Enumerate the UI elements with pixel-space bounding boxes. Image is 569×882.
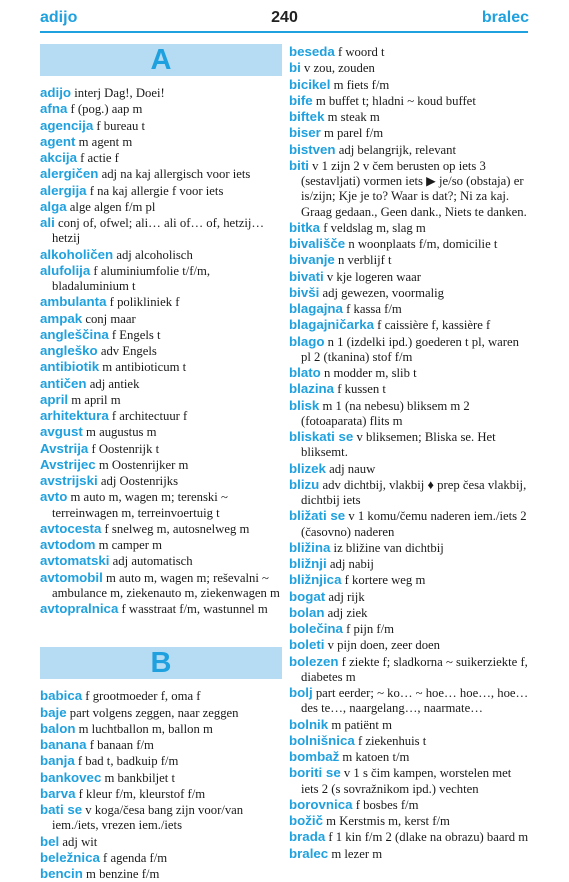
headword: adijo (40, 85, 72, 100)
dictionary-entry (40, 834, 282, 850)
headword: biti (289, 157, 309, 173)
headword: barva (40, 785, 76, 801)
definition: f kortere weg m (341, 573, 426, 588)
dictionary-entry (40, 737, 282, 753)
headword: bati se (40, 802, 83, 817)
header-first-entry: adijo (40, 9, 78, 26)
dictionary-entry (289, 589, 531, 605)
dictionary-entry (289, 477, 531, 509)
headword: blizek (289, 460, 326, 476)
definition: n verblijf t (334, 253, 392, 268)
definition: v 1 zijn 2 v čem berusten op iets 3 (sestavljati) vormen iets ▶ je/so (obstaja) er is/zijn; Kje je to? Waar is dat?; Ni za kaj. Graag gedaan., Geen dank., Niets te danken. (301, 158, 527, 219)
headword: biser (289, 125, 321, 141)
dictionary-entry (40, 215, 282, 247)
headword: arhitektura (40, 408, 109, 423)
headword: boriti se (289, 765, 341, 781)
dictionary-entry (289, 717, 531, 733)
definition: adj nauw (325, 461, 376, 476)
headword: avtomatski (40, 553, 110, 569)
page-header (0, 9, 569, 31)
definition: v kje logeren waar (323, 269, 421, 284)
dictionary-entry (289, 365, 531, 381)
definition: adj ziek (324, 605, 368, 620)
headword: blizu (289, 476, 320, 492)
dictionary-entry (289, 142, 531, 158)
dictionary-entry (289, 685, 531, 717)
dictionary-entry (40, 85, 282, 101)
dictionary-entry (289, 654, 531, 686)
dictionary-entry (289, 765, 531, 797)
dictionary-entry (40, 721, 282, 737)
definition: m fiets f/m (330, 77, 390, 92)
headword: bolezen (289, 653, 339, 669)
definition: adj rijk (325, 589, 365, 604)
dictionary-entry (289, 461, 531, 477)
headword: april (40, 391, 69, 407)
headword: bi (289, 60, 301, 76)
definition: n modder m, slib t (320, 366, 417, 380)
definition: m auto m, wagen m; reševalni ~ ambulance m, ziekenauto m, ziekenwagen m (52, 570, 280, 600)
definition: f kassa f/m (342, 302, 402, 316)
headword: avtopralnica (40, 601, 119, 616)
headword: avstrijski (40, 473, 98, 488)
page-number: 240 (271, 9, 298, 26)
dictionary-entry (289, 797, 531, 813)
dictionary-entry (40, 392, 282, 408)
headword: akcija (40, 150, 77, 165)
dictionary-entry (289, 236, 531, 252)
dictionary-entry (289, 301, 531, 317)
headword: avtodom (40, 537, 96, 552)
dictionary-entry (289, 109, 531, 125)
definition: interj Dag!, Doei! (71, 86, 165, 100)
headword: borovnica (289, 796, 353, 812)
headword: bolj (289, 685, 313, 700)
dictionary-entry (40, 424, 282, 440)
dictionary-entry (289, 317, 531, 333)
headword: alufolija (40, 262, 91, 278)
headword: antibiotik (40, 359, 100, 375)
definition: f bureau t (93, 118, 146, 133)
headword: alergičen (40, 166, 99, 182)
definition: f ziekte f; sladkorna ~ suikerziekte f, diabetes m (301, 654, 528, 684)
definition: n woonplaats f/m, domicilie t (345, 237, 498, 251)
headword: bivanje (289, 252, 335, 268)
headword: bližnji (289, 556, 327, 571)
dictionary-entry (40, 866, 282, 882)
dictionary-entry (40, 199, 282, 215)
dictionary-entry (289, 77, 531, 93)
definition: f polikliniek f (106, 295, 180, 310)
definition: f bosbes f/m (352, 797, 419, 812)
definition: f bad t, badkuip f/m (74, 754, 179, 769)
definition: m katoen t/m (339, 750, 410, 764)
definition: conj maar (82, 311, 136, 326)
dictionary-entry (40, 294, 282, 310)
dictionary-entry (40, 521, 282, 537)
headword: blato (289, 365, 321, 380)
definition: f Engels t (108, 327, 161, 342)
headword: Avstrijec (40, 456, 96, 472)
headword: bitka (289, 219, 321, 235)
headword: angleščina (40, 326, 109, 342)
definition: adj wit (59, 834, 98, 849)
headword: bencin (40, 866, 83, 881)
dictionary-entry (40, 457, 282, 473)
dictionary-entry (40, 166, 282, 182)
headword: biftek (289, 109, 325, 124)
definition: m Oostenrijker m (95, 457, 189, 472)
dictionary-entry (40, 408, 282, 424)
headword: bivši (289, 284, 320, 300)
dictionary-entry (40, 150, 282, 166)
dictionary-entry (40, 802, 282, 834)
headword: alga (40, 198, 67, 214)
definition: m augustus m (82, 425, 157, 440)
headword: baje (40, 704, 67, 720)
definition: m steak m (324, 110, 380, 124)
headword: bolnik (289, 716, 329, 732)
definition: part volgens zeggen, naar zeggen (66, 705, 239, 720)
headword: ali (40, 215, 55, 230)
headword: blagajna (289, 301, 343, 316)
definition: f agenda f/m (99, 850, 168, 865)
headword: bližnjica (289, 572, 342, 588)
dictionary-entry (40, 118, 282, 134)
dictionary-entry (40, 134, 282, 150)
dictionary-entry (289, 605, 531, 621)
headword: antičen (40, 375, 87, 391)
dictionary-entry (40, 537, 282, 553)
dictionary-entry (289, 285, 531, 301)
left-column (40, 44, 282, 882)
dictionary-entry (40, 473, 282, 489)
definition: part eerder; ~ ko… ~ hoe… hoe…, hoe… des te…, naargelang…, naarmate… (301, 686, 529, 716)
dictionary-entry (289, 749, 531, 765)
definition: f banaan f/m (86, 738, 154, 752)
headword: blagajničarka (289, 317, 374, 333)
dictionary-entry (40, 553, 282, 569)
definition: m luchtballon m, ballon m (75, 721, 213, 736)
definition: m bankbiljet t (101, 770, 175, 785)
definition: m parel f/m (320, 126, 384, 141)
definition: m Kerstmis m, kerst f/m (322, 814, 450, 828)
definition: f snelweg m, autosnelweg m (101, 521, 250, 536)
dictionary-entry (289, 540, 531, 556)
definition: f actie f (76, 151, 119, 165)
definition: v bliksemen; Bliska se. Het bliksemt. (301, 430, 496, 460)
definition: adv dichtbij, vlakbij ♦ prep česa vlakbij, dichtbij iets (301, 477, 527, 507)
definition: adj Oostenrijks (97, 474, 179, 488)
definition: f kussen t (334, 382, 386, 397)
headword: bankovec (40, 769, 102, 785)
dictionary-entry (40, 376, 282, 392)
dictionary-entry (289, 220, 531, 236)
headword: babica (40, 688, 83, 704)
definition: adj alcoholisch (113, 247, 193, 262)
dictionary-entry (289, 269, 531, 285)
dictionary-entry (289, 252, 531, 268)
definition: f wasstraat f/m, wastunnel m (118, 602, 268, 616)
section-gap (40, 617, 282, 647)
dictionary-entry (40, 770, 282, 786)
definition: f Oostenrijk t (88, 441, 160, 456)
dictionary-entry (289, 60, 531, 76)
header-rule (40, 31, 528, 33)
definition: v 1 komu/čemu naderen iem./iets 2 (časovno) naderen (301, 509, 527, 539)
headword: ambulanta (40, 294, 107, 310)
header-last-entry: bralec (481, 9, 529, 26)
headword: bombaž (289, 749, 340, 764)
dictionary-entry (289, 813, 531, 829)
dictionary-entry (289, 398, 531, 430)
definition: adj na kaj allergisch voor iets (98, 167, 251, 182)
headword: bližina (289, 539, 331, 555)
definition: v zou, zouden (300, 61, 375, 76)
definition: m buffet t; hladni ~ koud buffet (312, 93, 476, 108)
dictionary-entry (289, 429, 531, 461)
dictionary-entry (289, 93, 531, 109)
dictionary-entry (289, 733, 531, 749)
definition: m agent m (75, 134, 133, 149)
definition: f kleur f/m, kleurstof f/m (75, 786, 206, 801)
headword: boleti (289, 637, 325, 653)
headword: bližati se (289, 508, 346, 524)
dictionary-entry (289, 829, 531, 845)
definition: adj belangrijk, relevant (335, 142, 457, 157)
definition: adj nabij (326, 557, 374, 571)
headword: beseda (289, 44, 335, 59)
dictionary-entry (40, 101, 282, 117)
headword: bralec (289, 845, 329, 861)
definition: m benzine f/m (82, 867, 160, 881)
dictionary-entry (289, 556, 531, 572)
definition: m auto m, wagen m; terenski ~ terreinwagen m, terreinvoertuig t (52, 490, 228, 520)
headword: avtomobil (40, 569, 103, 585)
dictionary-entry (40, 688, 282, 704)
dictionary-entry (40, 489, 282, 521)
headword: bivati (289, 268, 324, 284)
dictionary-entry (289, 158, 531, 220)
definition: f (pog.) aap m (67, 102, 143, 117)
headword: bivališče (289, 236, 346, 251)
definition: alge algen f/m pl (66, 199, 156, 214)
definition: iz bližine van dichtbij (330, 540, 444, 555)
headword: agencija (40, 117, 94, 133)
definition: f aluminiumfolie t/f/m, bladaluminium t (52, 263, 211, 293)
headword: bliskati se (289, 429, 354, 444)
headword: agent (40, 133, 76, 149)
right-column (289, 44, 531, 862)
headword: blisk (289, 397, 320, 413)
definition: v koga/česa bang zijn voor/van iem./iets, vrezen iem./iets (52, 803, 244, 833)
definition: m antibioticum t (99, 360, 187, 375)
dictionary-entry (289, 846, 531, 862)
dictionary-entry (289, 508, 531, 540)
dictionary-entry (40, 705, 282, 721)
definition: f architectuur f (108, 409, 188, 423)
definition: f na kaj allergie f voor iets (86, 183, 224, 198)
headword: bolan (289, 604, 325, 620)
definition: v 1 s čim kampen, worstelen met iets 2 (s sovražnikom ipd.) vechten (301, 766, 512, 796)
headword: bistven (289, 141, 336, 157)
headword: avto (40, 489, 68, 505)
dictionary-entry (40, 311, 282, 327)
definition: m 1 (na nebesu) bliksem m 2 (fotoaparata) flits m (301, 398, 470, 428)
headword: Avstrija (40, 440, 89, 456)
definition: m camper m (95, 538, 163, 552)
dictionary-entry (40, 263, 282, 295)
definition: f caissière f, kassière f (374, 318, 491, 333)
definition: f grootmoeder f, oma f (82, 689, 201, 704)
headword: bel (40, 833, 60, 849)
definition: m april m (68, 392, 121, 407)
dictionary-entry (40, 327, 282, 343)
dictionary-entry (40, 343, 282, 359)
definition: adj gewezen, voormalig (319, 285, 445, 300)
headword: balon (40, 720, 76, 736)
headword: bicikel (289, 76, 331, 92)
headword: alkoholičen (40, 246, 114, 262)
dictionary-entry (289, 44, 531, 60)
headword: blago (289, 333, 325, 349)
dictionary-entry (40, 570, 282, 602)
headword: avgust (40, 424, 83, 440)
headword: bolnišnica (289, 732, 355, 748)
definition: conj of, ofwel; ali… ali of… of, hetzij… hetzij (52, 216, 265, 246)
headword: banana (40, 737, 87, 752)
dictionary-entry (289, 334, 531, 366)
dictionary-entry (40, 786, 282, 802)
definition: m lezer m (328, 846, 383, 861)
headword: božič (289, 813, 323, 828)
definition: f 1 kin f/m 2 (dlake na obrazu) baard m (325, 830, 529, 845)
dictionary-entry (40, 183, 282, 199)
headword: banja (40, 753, 75, 769)
definition: m patiënt m (328, 717, 392, 732)
definition: adj antiek (86, 376, 140, 391)
dictionary-entry (289, 381, 531, 397)
headword: alergija (40, 182, 87, 198)
definition: f ziekenhuis t (354, 733, 427, 748)
headword: brada (289, 829, 326, 845)
dictionary-entry (289, 637, 531, 653)
headword: bogat (289, 588, 326, 604)
definition: adj automatisch (109, 554, 193, 569)
headword: bife (289, 92, 313, 108)
dictionary-entry (40, 247, 282, 263)
dictionary-entry (40, 441, 282, 457)
dictionary-entry (40, 753, 282, 769)
dictionary-entry (289, 621, 531, 637)
definition: adv Engels (97, 344, 157, 358)
dictionary-entry (40, 359, 282, 375)
letter-section-header: B (40, 647, 282, 679)
dictionary-entry (289, 572, 531, 588)
definition: f pijn f/m (342, 622, 395, 636)
headword: angleško (40, 343, 98, 358)
headword: bolečina (289, 621, 343, 636)
definition: f veldslag m, slag m (320, 220, 426, 235)
dictionary-entry (40, 601, 282, 617)
letter-section-header: A (40, 44, 282, 76)
headword: blazina (289, 381, 335, 397)
headword: avtocesta (40, 520, 102, 536)
definition: f woord t (334, 45, 385, 59)
dictionary-entry (40, 850, 282, 866)
dictionary-entry (289, 125, 531, 141)
headword: afna (40, 101, 68, 117)
definition: v pijn doen, zeer doen (324, 638, 441, 653)
definition: n 1 (izdelki ipd.) goederen t pl, waren pl 2 (tkanina) stof f/m (301, 334, 519, 364)
headword: ampak (40, 310, 83, 326)
headword: beležnica (40, 849, 100, 865)
